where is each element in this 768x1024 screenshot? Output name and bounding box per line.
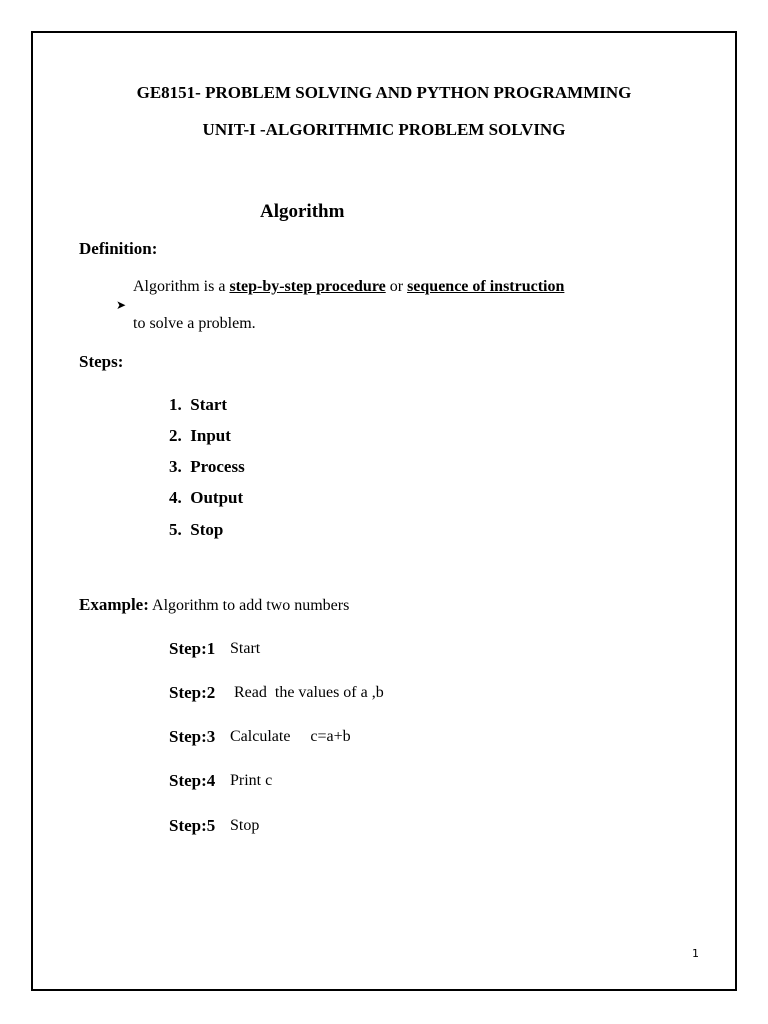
- page-border: [31, 31, 737, 991]
- section-title: Algorithm: [260, 201, 345, 222]
- course-title: GE8151- PROBLEM SOLVING AND PYTHON PROGRAMMING: [136, 83, 632, 102]
- steps-list-item: 5. Stop: [169, 520, 224, 539]
- definition-middle: or: [385, 278, 408, 295]
- example-step-text: Calculate c=a+b: [230, 728, 351, 745]
- example-step-label: Step:5: [169, 816, 216, 835]
- definition-text-before: Algorithm is a: [133, 278, 230, 295]
- example-step-text: Start: [230, 640, 261, 657]
- example-label: Example:: [79, 595, 149, 614]
- page-number: 1: [692, 947, 699, 960]
- example-description: Algorithm to add two numbers: [148, 597, 350, 614]
- definition-term-sequence: sequence of instruction: [407, 278, 565, 295]
- definition-label: Definition:: [79, 239, 158, 258]
- definition-term-step-by-step: step-by-step procedure: [229, 278, 386, 295]
- example-step-label: Step:3: [169, 727, 216, 746]
- unit-title: UNIT-I -ALGORITHMIC PROBLEM SOLVING: [202, 120, 566, 139]
- example-step-text: Print c: [230, 772, 273, 789]
- definition-sentence: [133, 278, 564, 296]
- example-step-text: Stop: [230, 817, 260, 834]
- definition-bullet: [108, 278, 126, 314]
- steps-label: Steps:: [79, 352, 124, 371]
- example-line: [79, 595, 349, 615]
- definition-continuation: to solve a problem.: [133, 315, 256, 332]
- steps-list-item: 2. Input: [169, 426, 231, 445]
- example-step-label: Step:4: [169, 771, 216, 790]
- arrow-bullet-icon: ➤: [116, 298, 127, 312]
- example-step-label: Step:2: [169, 683, 216, 702]
- steps-list-item: 3. Process: [169, 457, 245, 476]
- example-step-text: Read the values of a ,b: [230, 684, 384, 701]
- steps-list-item: 4. Output: [169, 488, 244, 507]
- example-step-label: Step:1: [169, 639, 216, 658]
- steps-list-item: 1. Start: [169, 395, 228, 414]
